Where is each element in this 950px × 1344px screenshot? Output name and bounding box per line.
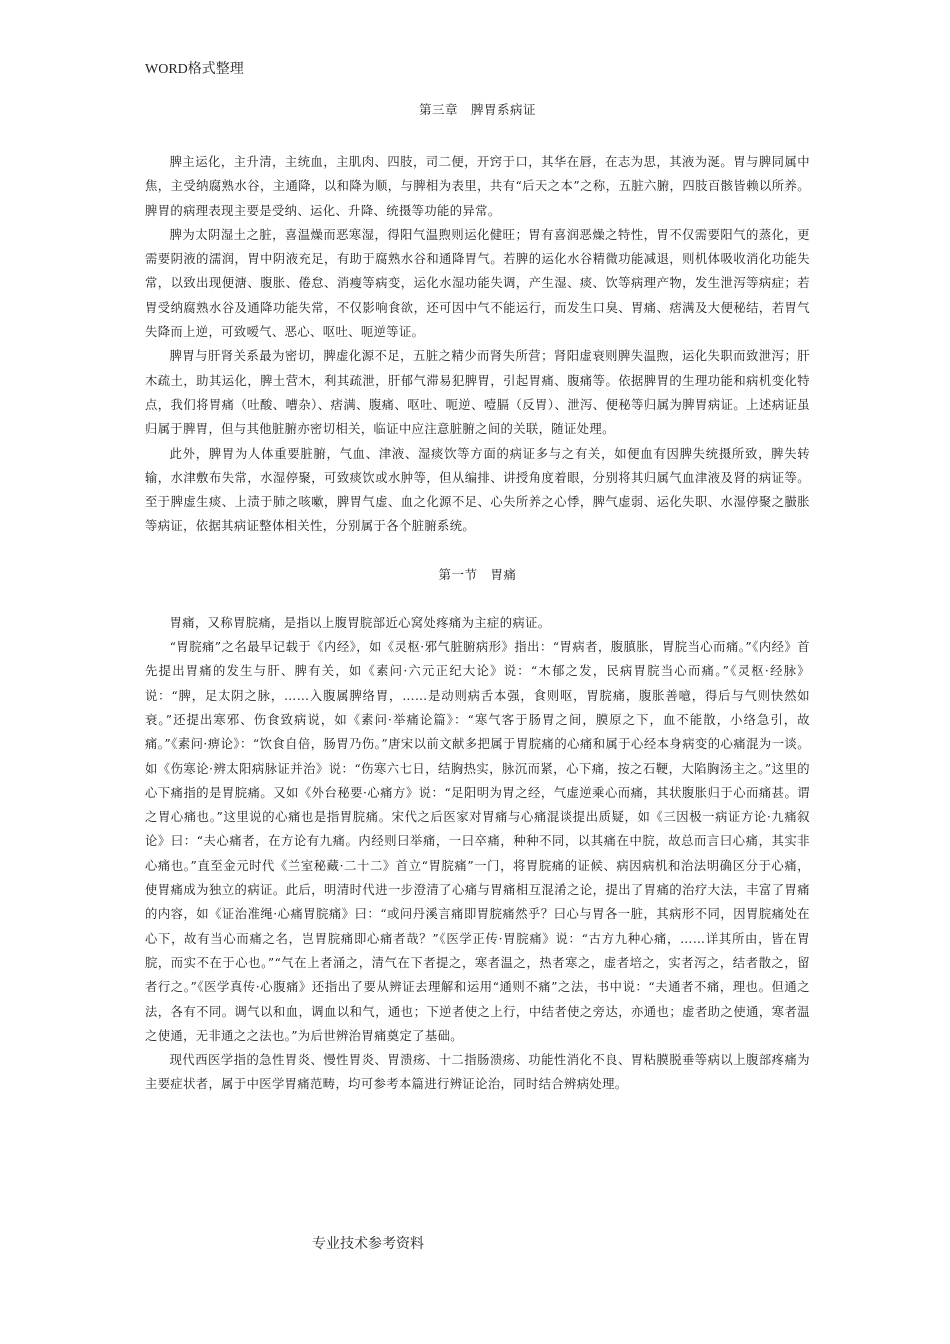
document-body <box>145 100 810 1097</box>
section-paragraph-2: “胃脘痛”之名最早记载于《内经》，如《灵枢·邪气脏腑病形》指出：“胃病者，腹䐜胀，胃脘当心而痛。”《内经》首先提出胃痛的发生与肝、脾有关，如《素问·六元正纪大论》说：“木郁之发，民病胃脘当心而痛。”《灵枢·经脉》说：“脾，足太阴之脉，……入腹属脾络胃，……是动则病舌本强，食则呕，胃脘痛，腹胀善噫，得后与气则快然如衰。”还提出寒邪、伤食致病说，如《素问·举痛论篇》：“寒气客于肠胃之间，膜原之下，血不能散，小络急引，故痛。”《素问·痹论》：“饮食自倍，肠胃乃伤。”唐宋以前文献多把属于胃脘痛的心痛和属于心经本身病变的心痛混为一谈。如《伤寒论·辨太阳病脉证并治》说：“伤寒六七日，结胸热实，脉沉而紧，心下痛，按之石鞕，大陷胸汤主之。”这里的心下痛指的是胃脘痛。又如《外台秘要·心痛方》说：“足阳明为胃之经，气虚逆乘心而痛，其状腹胀归于心而痛甚。谓之胃心痛也。”这里说的心痛也是指胃脘痛。宋代之后医家对胃痛与心痛混谈提出质疑，如《三因极一病证方论·九痛叙论》曰：“夫心痛者，在方论有九痛。内经则曰举痛，一曰卒痛，种种不同，以其痛在中脘，故总而言曰心痛，其实非心痛也。”直至金元时代《兰室秘藏·二十二》首立“胃脘痛”一门，将胃脘痛的证候、病因病机和治法明确区分于心痛，使胃痛成为独立的病证。此后，明清时代进一步澄清了心痛与胃痛相互混淆之论，提出了胃痛的治疗大法，丰富了胃痛的内容，如《证治准绳·心痛胃脘痛》曰：“或问丹溪言痛即胃脘痛然乎？曰心与胃各一脏，其病形不同，因胃脘痛处在心下，故有当心而痛之名，岂胃脘痛即心痛者哉？”《医学正传·胃脘痛》说：“古方九种心痛，……详其所由，皆在胃脘，而实不在于心也。”“气在上者涌之，清气在下者提之，寒者温之，热者寒之，虚者培之，实者泻之，结者散之，留者行之。”《医学真传·心腹痛》还指出了要从辨证去理解和运用“通则不痛”之法，书中说：“夫通者不痛，理也。但通之法，各有不同。调气以和血，调血以和气，通也；下逆者使之上行，中结者使之旁达，亦通也；虚者助之使通，寒者温之使通，无非通之之法也。”为后世辨治胃痛奠定了基础。 <box>145 640 810 1043</box>
chapter-paragraph-2: 脾为太阴湿土之脏，喜温燥而恶寒湿，得阳气温煦则运化健旺；胃有喜润恶燥之特性，胃不仅需要阳气的蒸化，更需要阴液的濡润，胃中阴液充足，有助于腐熟水谷和通降胃气。若脾的运化水谷精微功能减退，则机体吸收消化功能失常，以致出现便溏、腹胀、倦怠、消瘦等病变，运化水湿功能失调，产生湿、痰、饮等病理产物，发生泄泻等病症；若胃受纳腐熟水谷及通降功能失常，不仅影响食欲，还可因中气不能运行，而发生口臭、胃痛、痞满及大便秘结，若胃气失降而上逆，可致嗳气、恶心、呕吐、呃逆等证。 <box>145 227 810 340</box>
section-paragraph-1: 胃痛，又称胃脘痛，是指以上腹胃脘部近心窝处疼痛为主症的病证。 <box>169 615 551 630</box>
chapter-paragraph-1: 脾主运化，主升清，主统血，主肌肉、四肢，司二便，开窍于口，其华在唇，在志为思，其液为涎。胃与脾同属中焦，主受纳腐熟水谷，主通降，以和降为顺，与脾相为表里，共有“后天之本”之称，五脏六腑，四肢百骸皆赖以所养。脾胃的病理表现主要是受纳、运化、升降、统摄等功能的异常。 <box>145 155 810 218</box>
page-header: WORD格式整理 <box>145 62 244 77</box>
section-paragraph-3: 现代西医学指的急性胃炎、慢性胃炎、胃溃疡、十二指肠溃疡、功能性消化不良、胃粘膜脱垂等病以上腹部疼痛为主要症状者，属于中医学胃痛范畴，均可参考本篇进行辨证论治，同时结合辨病处理。 <box>145 1053 810 1092</box>
chapter-paragraph-4: 此外，脾胃为人体重要脏腑，气血、津液、湿痰饮等方面的病证多与之有关，如便血有因脾失统摄所致，脾失转输，水津敷布失常，水湿停聚，可致痰饮或水肿等，但从编排、讲授角度着眼，分别将其归属气血津液及肾的病证等。至于脾虚生痰、上渍于肺之咳嗽，脾胃气虚、血之化源不足、心失所养之心悸，脾气虚弱、运化失职、水湿停聚之臌胀等病证，依据其病证整体相关性，分别属于各个脏腑系统。 <box>145 446 810 534</box>
chapter-title: 第三章 脾胃系病证 <box>418 102 536 117</box>
chapter-paragraph-3: 脾胃与肝肾关系最为密切，脾虚化源不足，五脏之精少而肾失所营；肾阳虚衰则脾失温煦，运化失职而致泄泻；肝木疏土，助其运化，脾土营木，利其疏泄，肝郁气滞易犯脾胃，引起胃痛、腹痛等。依据脾胃的生理功能和病机变化特点，我们将胃痛（吐酸、嘈杂）、痞满、腹痛、呕吐、呃逆、噎膈（反胃）、泄泻、便秘等归属为脾胃病证。上述病证虽归属于脾胃，但与其他脏腑亦密切相关，临证中应注意脏腑之间的关联，随证处理。 <box>145 349 810 437</box>
section-title: 第一节 胃痛 <box>438 566 517 582</box>
page-footer: 专业技术参考资料 <box>312 1236 424 1252</box>
